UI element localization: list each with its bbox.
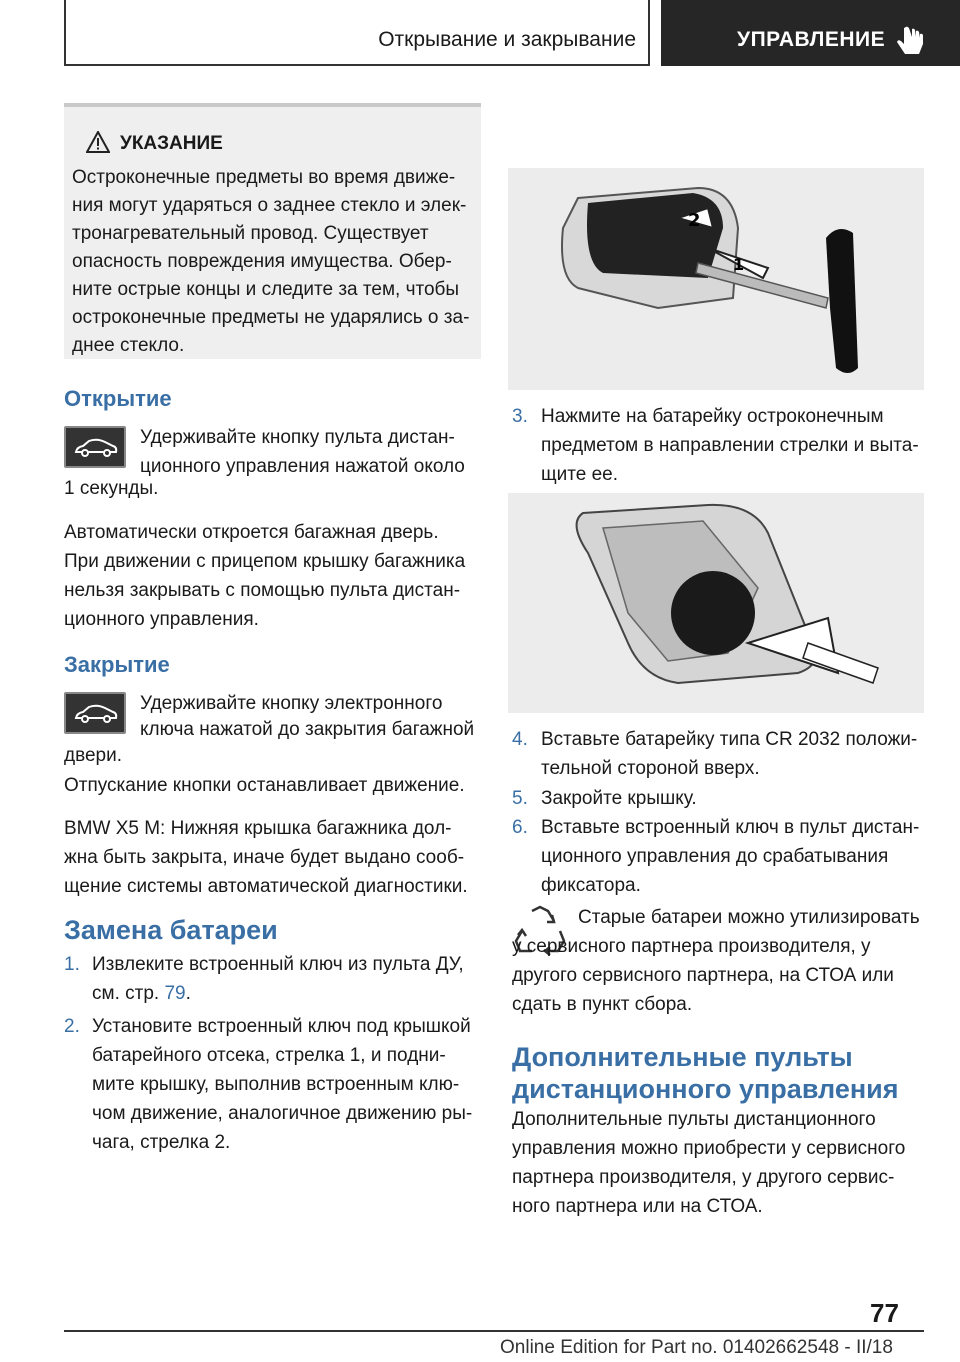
header-chapter-box <box>661 0 960 66</box>
step-5-text: Закройте крышку. <box>541 788 697 809</box>
step-1-number: 1. <box>64 954 80 975</box>
closing-line3: двери. <box>64 745 122 766</box>
page-number: 77 <box>870 1298 899 1328</box>
additional-heading-line1: Дополнительные пульты <box>512 1042 853 1072</box>
opening-heading: Открытие <box>64 386 172 411</box>
step-1-text: Извлеките встроенный ключ из пульта ДУ, см. стр. 79. <box>92 954 464 1004</box>
page-link-79[interactable]: 79 <box>164 983 186 1004</box>
step-2-number: 2. <box>64 1016 80 1037</box>
trunk-button-icon <box>64 692 126 734</box>
warning-text: Остроконечные предметы во время движения могут ударяться о заднее стекло и электронагревательный провод. Существует опасность повреждения имущества. Оберните острые концы и следите за тем, чтобы остроконечные предметы не ударялись о заднее стекло. <box>72 167 470 356</box>
header-chapter-title: УПРАВЛЕНИЕ <box>737 28 886 51</box>
battery-compartment-illustration <box>508 493 924 713</box>
svg-text:2: 2 <box>688 210 701 231</box>
recycle-text: Старые батареи можно утилизировать у сервисного партнера производителя, у другого сервисного партнера, на СТОА или сдать в пункт сбора. <box>512 907 920 1015</box>
step-6-text: Вставьте встроенный ключ в пульт дистанционного управления до срабатывания фиксатора. <box>541 817 920 896</box>
hand-pointer-icon <box>895 24 927 58</box>
additional-heading-line2: дистанционного управления <box>512 1074 899 1104</box>
additional-text: Дополнительные пульты дистанционного управления можно приобрести у сервисного партнера производителя, у другого сервисного партнера или на СТОА. <box>512 1109 906 1217</box>
opening-text-1: Автоматически откроется багажная дверь. <box>64 522 439 543</box>
key-cover-illustration <box>508 168 924 390</box>
closing-line1: Удерживайте кнопку электронного <box>140 693 443 714</box>
svg-text:1: 1 <box>733 255 745 274</box>
opening-line1: Удерживайте кнопку пульта дистан- <box>140 427 455 448</box>
step-3-number: 3. <box>512 406 528 427</box>
opening-line3: 1 секунды. <box>64 478 159 499</box>
battery-compartment-image <box>508 493 924 713</box>
opening-line2: ционного управления нажатой около <box>140 456 465 477</box>
key-cover-image <box>508 168 924 390</box>
footer-edition: Online Edition for Part no. 01402662548 - II/18 <box>500 1337 893 1358</box>
step-3-text: Нажмите на батарейку остроконечным предметом в направлении стрелки и вытащите ее. <box>541 406 919 485</box>
step-4-text: Вставьте батарейку типа CR 2032 положительной стороной вверх. <box>541 729 918 779</box>
step-5-number: 5. <box>512 788 528 809</box>
opening-text-2: При движении с прицепом крышку багажника нельзя закрывать с помощью пульта дистанционного управления. <box>64 551 466 630</box>
warning-title: УКАЗАНИЕ <box>120 133 223 154</box>
closing-text-2: BMW X5 M: Нижняя крышка багажника должна быть закрыта, иначе будет выдано сообщение системы автоматической диагностики. <box>64 818 468 897</box>
step-2-text: Установите встроенный ключ под крышкой батарейного отсека, стрелка 1, и поднимите крышку, выполнив встроенным ключом движение, аналогичное движению рычага, стрелка 2. <box>92 1016 473 1153</box>
header-section-box <box>64 0 650 66</box>
warning-triangle-icon <box>86 131 110 153</box>
closing-line2: ключа нажатой до закрытия багажной <box>140 719 475 740</box>
footer-divider <box>64 1330 924 1332</box>
header-section-title: Открывание и закрывание <box>378 28 636 51</box>
closing-text-1: Отпускание кнопки останавливает движение. <box>64 775 465 796</box>
battery-heading: Замена батареи <box>64 915 278 945</box>
step-4-number: 4. <box>512 729 528 750</box>
trunk-button-icon <box>64 426 126 468</box>
step-6-number: 6. <box>512 817 528 838</box>
closing-heading: Закрытие <box>64 652 170 677</box>
